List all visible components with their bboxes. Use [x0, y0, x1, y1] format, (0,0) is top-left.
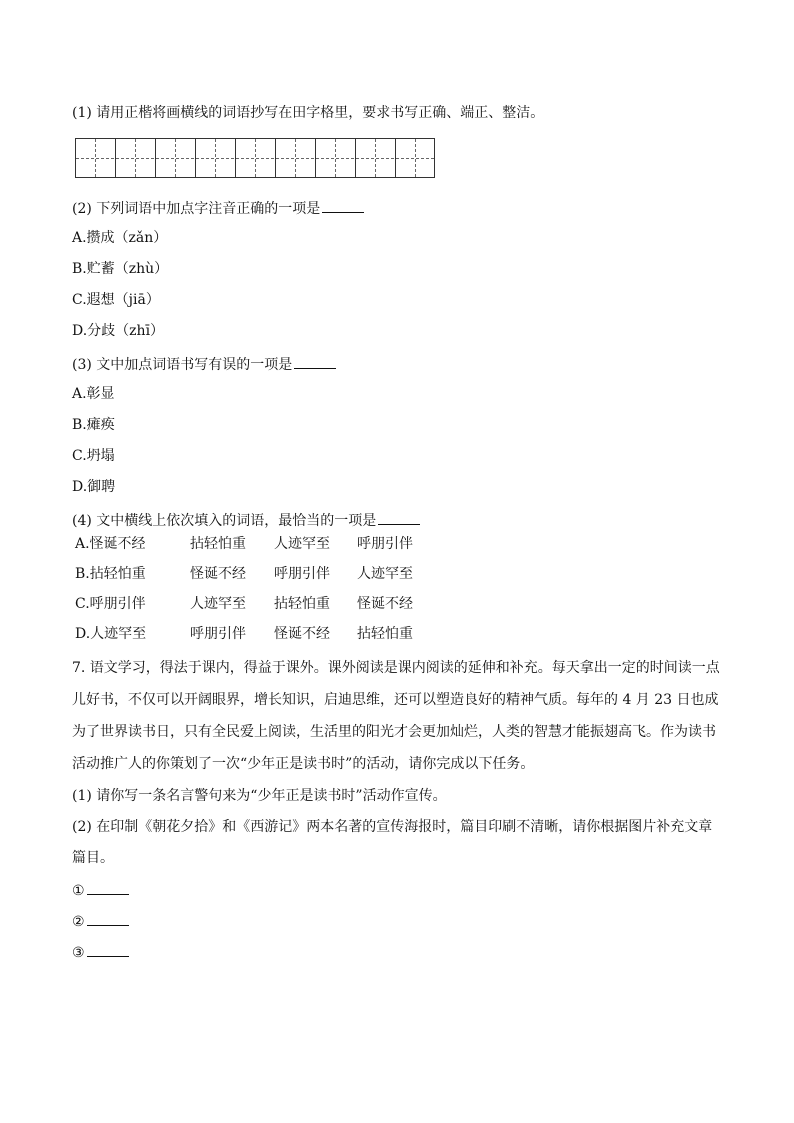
option-word: B.拈轻怕重 — [75, 566, 146, 582]
option-word: 人迹罕至 — [190, 596, 246, 612]
question-2-stem — [72, 200, 364, 216]
answer-number: ① — [72, 883, 85, 899]
option-c: C.坍塌 — [72, 448, 115, 464]
option-d: D.御聘 — [72, 479, 116, 495]
answer-blank[interactable] — [87, 944, 129, 957]
question-1-stem: (1) 请用正楷将画横线的词语抄写在田字格里，要求书写正确、端正、整洁。 — [72, 105, 545, 121]
option-word: D.人迹罕至 — [75, 626, 147, 642]
option-d: D.分歧（zhī） — [72, 323, 165, 339]
answer-blank[interactable] — [294, 356, 336, 369]
question-7-line: 活动推广人的你策划了一次“少年正是读书时”的活动，请你完成以下任务。 — [72, 756, 535, 772]
answer-blank[interactable] — [322, 200, 364, 213]
grid-cell[interactable] — [276, 139, 316, 177]
option-a: A.攒成（zǎn） — [72, 230, 168, 246]
option-word: 怪诞不经 — [357, 596, 413, 612]
answer-number: ③ — [72, 945, 85, 961]
answer-line-3 — [72, 944, 129, 960]
question-7-line: 7. 语文学习，得法于课内，得益于课外。课外阅读是课内阅读的延伸和补充。每天拿出一定的时间读一点 — [72, 660, 720, 676]
grid-cell[interactable] — [316, 139, 356, 177]
option-word: 拈轻怕重 — [190, 536, 246, 552]
question-4-stem — [72, 512, 420, 528]
answer-line-1 — [72, 882, 129, 898]
option-b: B.贮蓄（zhù） — [72, 261, 169, 277]
grid-cell[interactable] — [156, 139, 196, 177]
option-word: 呼朋引伴 — [274, 566, 330, 582]
grid-cell[interactable] — [76, 139, 116, 177]
grid-cell[interactable] — [116, 139, 156, 177]
option-c: C.遐想（jiā） — [72, 292, 160, 308]
answer-blank[interactable] — [378, 512, 420, 525]
question-7-line: 为了世界读书日，只有全民爱上阅读，生活里的阳光才会更加灿烂，人类的智慧才能振翅高飞。作为读书 — [72, 724, 716, 740]
option-a: A.彰显 — [72, 386, 115, 402]
answer-number: ② — [72, 914, 85, 930]
question-3-text: (3) 文中加点词语书写有误的一项是 — [72, 357, 293, 373]
answer-blank[interactable] — [87, 913, 129, 926]
answer-blank[interactable] — [87, 882, 129, 895]
question-7-sub1: (1) 请你写一条名言警句来为“少年正是读书时”活动作宣传。 — [72, 788, 447, 804]
option-word: C.呼朋引伴 — [75, 596, 146, 612]
option-word: 拈轻怕重 — [274, 596, 330, 612]
question-3-stem — [72, 356, 336, 372]
grid-cell[interactable] — [356, 139, 396, 177]
option-word: 呼朋引伴 — [190, 626, 246, 642]
grid-cell[interactable] — [396, 139, 436, 177]
question-7-sub2-line: (2) 在印制《朝花夕拾》和《西游记》两本名著的宣传海报时，篇目印刷不清晰，请你根据图片补充文章 — [72, 819, 713, 835]
option-word: 怪诞不经 — [274, 626, 330, 642]
option-b: B.瘫痪 — [72, 417, 115, 433]
question-7-sub2-line: 篇目。 — [72, 850, 114, 866]
grid-cell[interactable] — [196, 139, 236, 177]
option-word: 拈轻怕重 — [357, 626, 413, 642]
tianzi-grid[interactable] — [75, 138, 435, 178]
question-7-line: 儿好书，不仅可以开阔眼界，增长知识，启迪思维，还可以塑造良好的精神气质。每年的 4 月 23 日也成 — [72, 692, 719, 708]
grid-cell[interactable] — [236, 139, 276, 177]
answer-line-2 — [72, 913, 129, 929]
question-4-text: (4) 文中横线上依次填入的词语，最恰当的一项是 — [72, 513, 377, 529]
question-2-text: (2) 下列词语中加点字注音正确的一项是 — [72, 201, 321, 217]
option-word: 人迹罕至 — [357, 566, 413, 582]
option-word: 人迹罕至 — [274, 536, 330, 552]
option-word: 呼朋引伴 — [357, 536, 413, 552]
option-word: A.怪诞不经 — [75, 536, 146, 552]
option-word: 怪诞不经 — [190, 566, 246, 582]
